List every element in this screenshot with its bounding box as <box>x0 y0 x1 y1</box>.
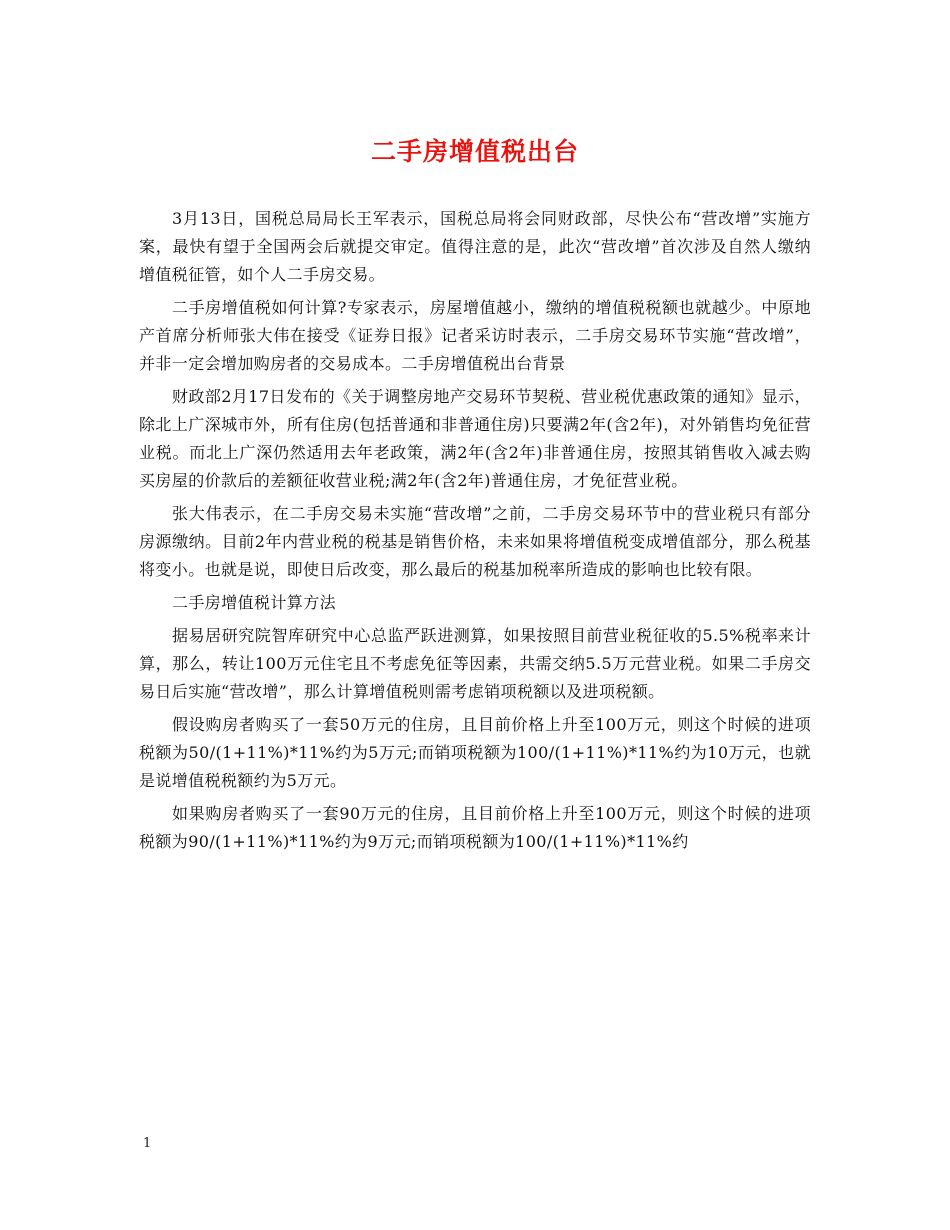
paragraph-3: 财政部2月17日发布的《关于调整房地产交易环节契税、营业税优惠政策的通知》显示，除北上广深城市外，所有住房(包括普通和非普通住房)只要满2年(含2年)，对外销售均免征营业税。而北上广深仍然适用去年老政策，满2年(含2年)非普通住房，按照其销售收入减去购买房屋的价款后的差额征收营业税;满2年(含2年)普通住房，才免征营业税。 <box>139 387 811 490</box>
paragraph-1: 3月13日，国税总局局长王军表示，国税总局将会同财政部，尽快公布“营改增”实施方案，最快有望于全国两会后就提交审定。值得注意的是，此次“营改增”首次涉及自然人缴纳增值税征管，如个人二手房交易。 <box>139 209 811 284</box>
paragraph-6: 假设购房者购买了一套50万元的住房，且目前价格上升至100万元，则这个时候的进项税额为50/(1+11%)*11%约为5万元;而销项税额为100/(1+11%)*11%约为10万元，也就是说增值税税额约为5万元。 <box>139 715 811 790</box>
document-title: 二手房增值税出台 <box>370 137 579 166</box>
page-number: 1 <box>143 1136 152 1151</box>
section-heading-calculation: 二手房增值税计算方法 <box>172 593 337 612</box>
document-body <box>139 205 811 861</box>
paragraph-4: 张大伟表示，在二手房交易未实施“营改增”之前，二手房交易环节中的营业税只有部分房源缴纳。目前2年内营业税的税基是销售价格，未来如果将增值税变成增值部分，那么税基将变小。也就是说，即使日后改变，那么最后的税基加税率所造成的影响也比较有限。 <box>139 504 811 579</box>
paragraph-5: 据易居研究院智库研究中心总监严跃进测算，如果按照目前营业税征收的5.5%税率来计算，那么，转让100万元住宅且不考虑免征等因素，共需交纳5.5万元营业税。如果二手房交易日后实施“营改增”，那么计算增值税则需考虑销项税额以及进项税额。 <box>139 626 811 701</box>
paragraph-2: 二手房增值税如何计算?专家表示，房屋增值越小，缴纳的增值税税额也就越少。中原地产首席分析师张大伟在接受《证券日报》记者采访时表示，二手房交易环节实施“营改增”，并非一定会增加购房者的交易成本。二手房增值税出台背景 <box>139 298 811 373</box>
paragraph-7: 如果购房者购买了一套90万元的住房，且目前价格上升至100万元，则这个时候的进项税额为90/(1+11%)*11%约为9万元;而销项税额为100/(1+11%)*11%约 <box>139 804 811 851</box>
